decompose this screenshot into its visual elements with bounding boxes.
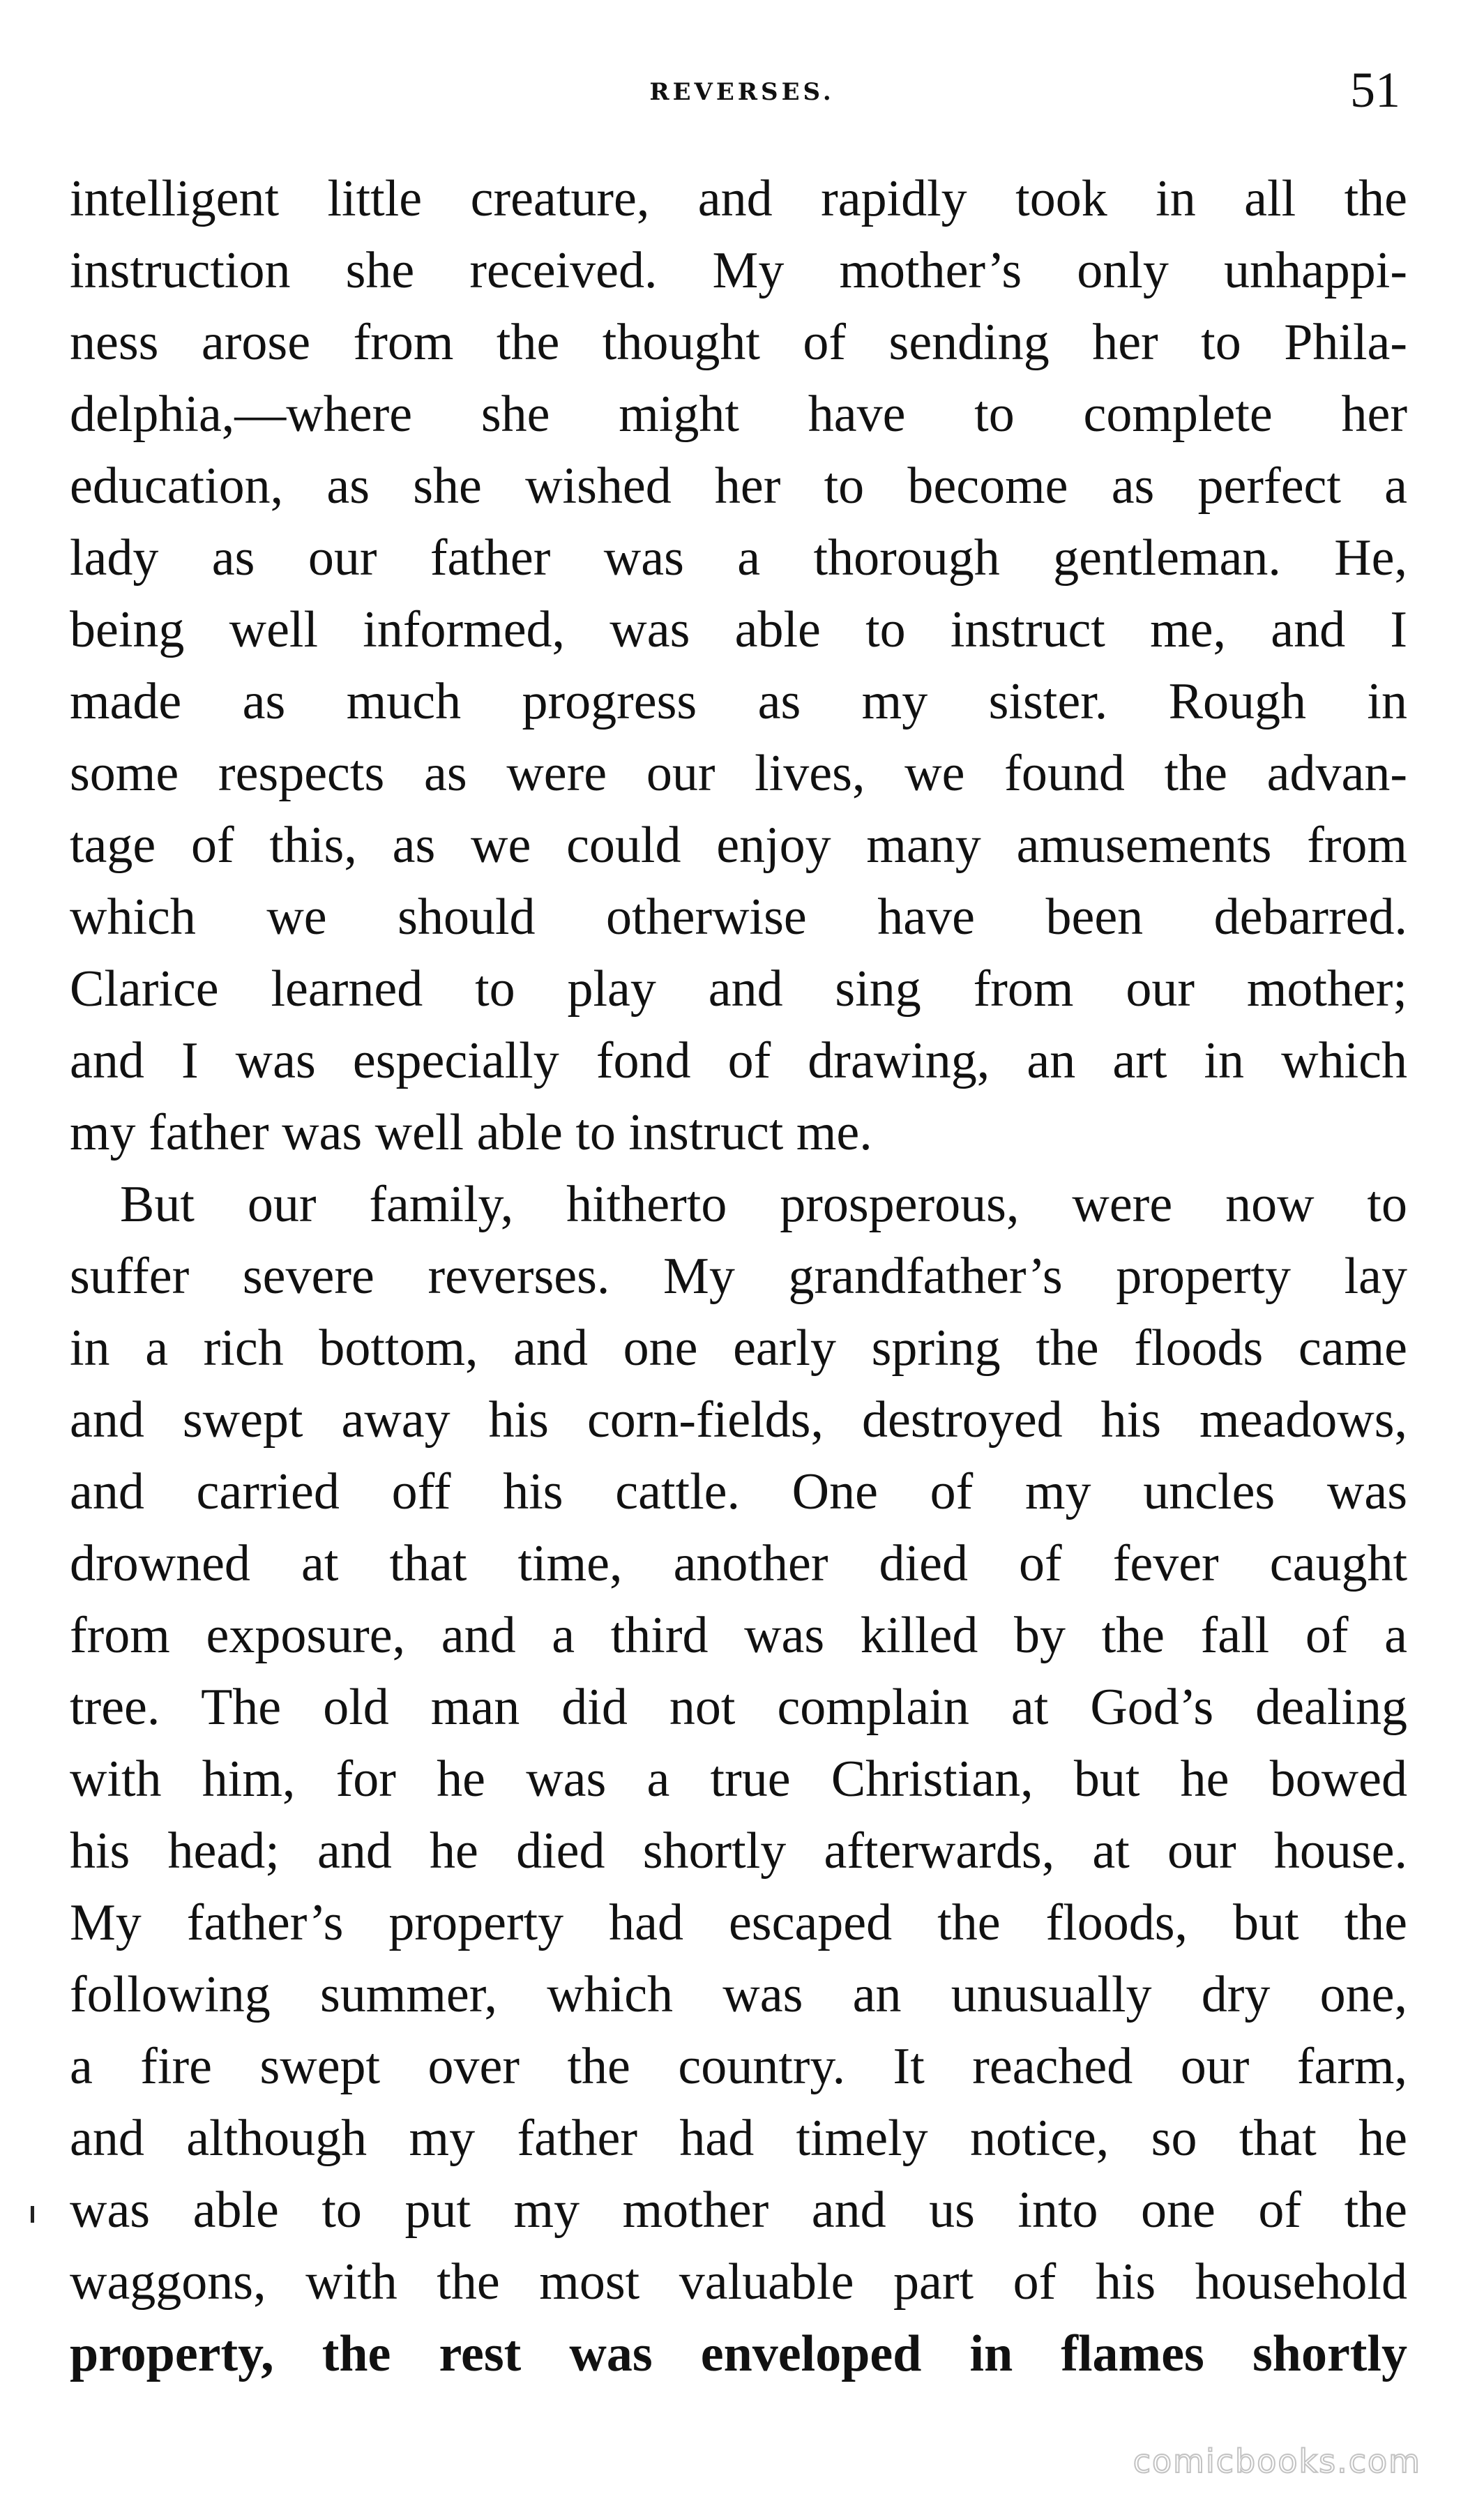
text-line: and although my father had timely notice, so that he (70, 2110, 1407, 2167)
text-line: tage of this, as we could enjoy many amusements from (70, 817, 1407, 874)
text-line: instruction she received. My mother’s only unhappi- (70, 242, 1407, 299)
watermark: comicbooks.com (1133, 2442, 1421, 2480)
text-line: waggons, with the most valuable part of his household (70, 2253, 1407, 2311)
text-line: with him, for he was a true Christian, but he bowed (70, 1751, 1407, 1808)
running-head (0, 61, 1484, 124)
text-line: being well informed, was able to instruct me, and I (70, 601, 1407, 658)
text-line: delphia,—where she might have to complete her (70, 386, 1407, 443)
running-title: REVERSES. (649, 78, 835, 106)
text-line: a fire swept over the country. It reached our farm, (70, 2038, 1407, 2095)
text-line: made as much progress as my sister. Rough in (70, 673, 1407, 730)
text-line: lady as our father was a thorough gentleman. He, (70, 529, 1407, 587)
text-line: in a rich bottom, and one early spring the floods came (70, 1320, 1407, 1377)
text-line: property, the rest was enveloped in flames shortly (70, 2325, 1407, 2382)
text-line: following summer, which was an unusually dry one, (70, 1966, 1407, 2023)
text-line: and I was especially fond of drawing, an art in which (70, 1032, 1407, 1089)
text-line: My father’s property had escaped the floods, but the (70, 1894, 1407, 1951)
text-line: But our family, hitherto prosperous, were now to (120, 1176, 1407, 1233)
text-line: which we should otherwise have been debarred. (70, 889, 1407, 946)
body-text (70, 163, 1407, 2390)
text-line: and carried off his cattle. One of my uncles was (70, 1463, 1407, 1520)
text-line: Clarice learned to play and sing from our mother; (70, 960, 1407, 1018)
text-line: some respects as were our lives, we found the advan- (70, 745, 1407, 802)
text-line: education, as she wished her to become as perfect a (70, 458, 1407, 515)
text-line: from exposure, and a third was killed by the fall of a (70, 1607, 1407, 1664)
text-line: tree. The old man did not complain at God’s dealing (70, 1679, 1407, 1736)
text-line: drowned at that time, another died of fever caught (70, 1535, 1407, 1592)
text-line: suffer severe reverses. My grandfather’s property lay (70, 1248, 1407, 1305)
text-line: and swept away his corn-fields, destroyed his meadows, (70, 1391, 1407, 1449)
page-number: 51 (1350, 62, 1400, 118)
text-line: was able to put my mother and us into one of the (70, 2182, 1407, 2239)
text-line: his head; and he died shortly afterwards, at our house. (70, 1822, 1407, 1880)
text-line: my father was well able to instruct me. (70, 1104, 872, 1161)
text-line: intelligent little creature, and rapidly took in all the (70, 170, 1407, 227)
text-line: ness arose from the thought of sending her to Phila- (70, 314, 1407, 371)
margin-mark (31, 2206, 34, 2223)
